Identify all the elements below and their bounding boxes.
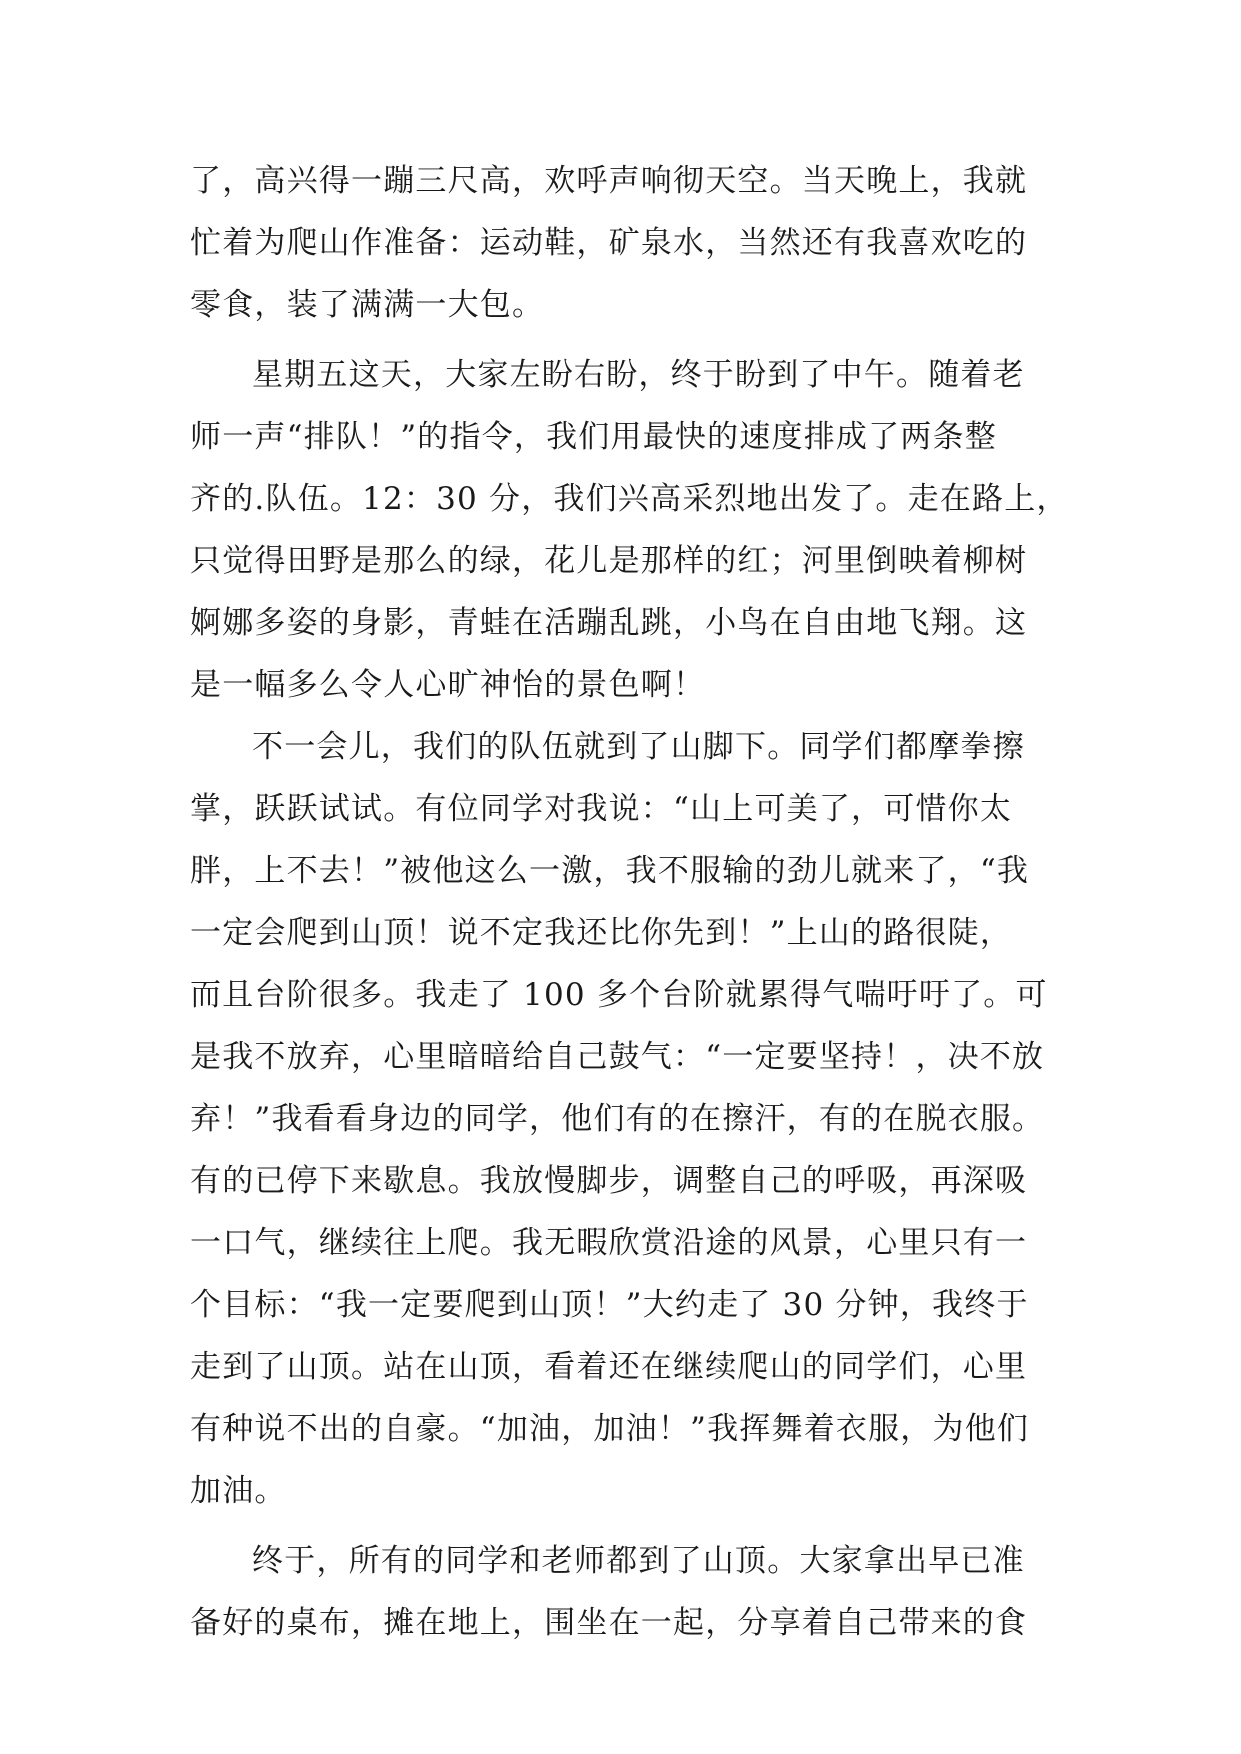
text-line: 而且台阶很多。我走了 100 多个台阶就累得气喘吁吁了。可 <box>190 977 1048 1013</box>
text-line: 一口气，继续往上爬。我无暇欣赏沿途的风景，心里只有一 <box>190 1225 1028 1261</box>
text-line: 师一声“排队！”的指令，我们用最快的速度排成了两条整 <box>190 419 997 455</box>
body-text <box>190 150 1070 1654</box>
text-line: 一定会爬到山顶！说不定我还比你先到！”上山的路很陡， <box>190 915 1013 951</box>
text-line: 掌，跃跃试试。有位同学对我说：“山上可美了，可惜你太 <box>190 791 1013 827</box>
text-line: 是一幅多么令人心旷神怡的景色啊！ <box>190 667 706 703</box>
text-line: 只觉得田野是那么的绿，花儿是那样的红；河里倒映着柳树 <box>190 543 1028 579</box>
text-line: 婀娜多姿的身影，青蛙在活蹦乱跳，小鸟在自由地飞翔。这 <box>190 605 1028 641</box>
text-line: 有的已停下来歇息。我放慢脚步，调整自己的呼吸，再深吸 <box>190 1163 1028 1199</box>
paragraph-start-line: 终于，所有的同学和老师都到了山顶。大家拿出早已准 <box>252 1543 1025 1579</box>
text-line: 零食，装了满满一大包。 <box>190 287 545 323</box>
text-line: 齐的.队伍。12：30 分，我们兴高采烈地出发了。走在路上， <box>190 481 1069 517</box>
text-line: 个目标：“我一定要爬到山顶！”大约走了 30 分钟，我终于 <box>190 1287 1029 1323</box>
text-line: 有种说不出的自豪。“加油，加油！”我挥舞着衣服，为他们 <box>190 1411 1030 1447</box>
text-line: 忙着为爬山作准备：运动鞋，矿泉水，当然还有我喜欢吃的 <box>190 225 1028 261</box>
paragraph-start-line: 星期五这天，大家左盼右盼，终于盼到了中午。随着老 <box>252 357 1025 393</box>
text-line: 弃！”我看看身边的同学，他们有的在擦汗，有的在脱衣服。 <box>190 1101 1045 1137</box>
text-line: 备好的桌布，摊在地上，围坐在一起，分享着自己带来的食 <box>190 1605 1028 1641</box>
text-line: 是我不放弃，心里暗暗给自己鼓气：“一定要坚持！，决不放 <box>190 1039 1045 1075</box>
text-line: 了，高兴得一蹦三尺高，欢呼声响彻天空。当天晚上，我就 <box>190 163 1028 199</box>
text-line: 胖，上不去！”被他这么一激，我不服输的劲儿就来了，“我 <box>190 853 1030 889</box>
paragraph-start-line: 不一会儿，我们的队伍就到了山脚下。同学们都摩拳擦 <box>252 729 1025 765</box>
text-line: 加油。 <box>190 1473 287 1509</box>
text-line: 走到了山顶。站在山顶，看着还在继续爬山的同学们，心里 <box>190 1349 1028 1385</box>
